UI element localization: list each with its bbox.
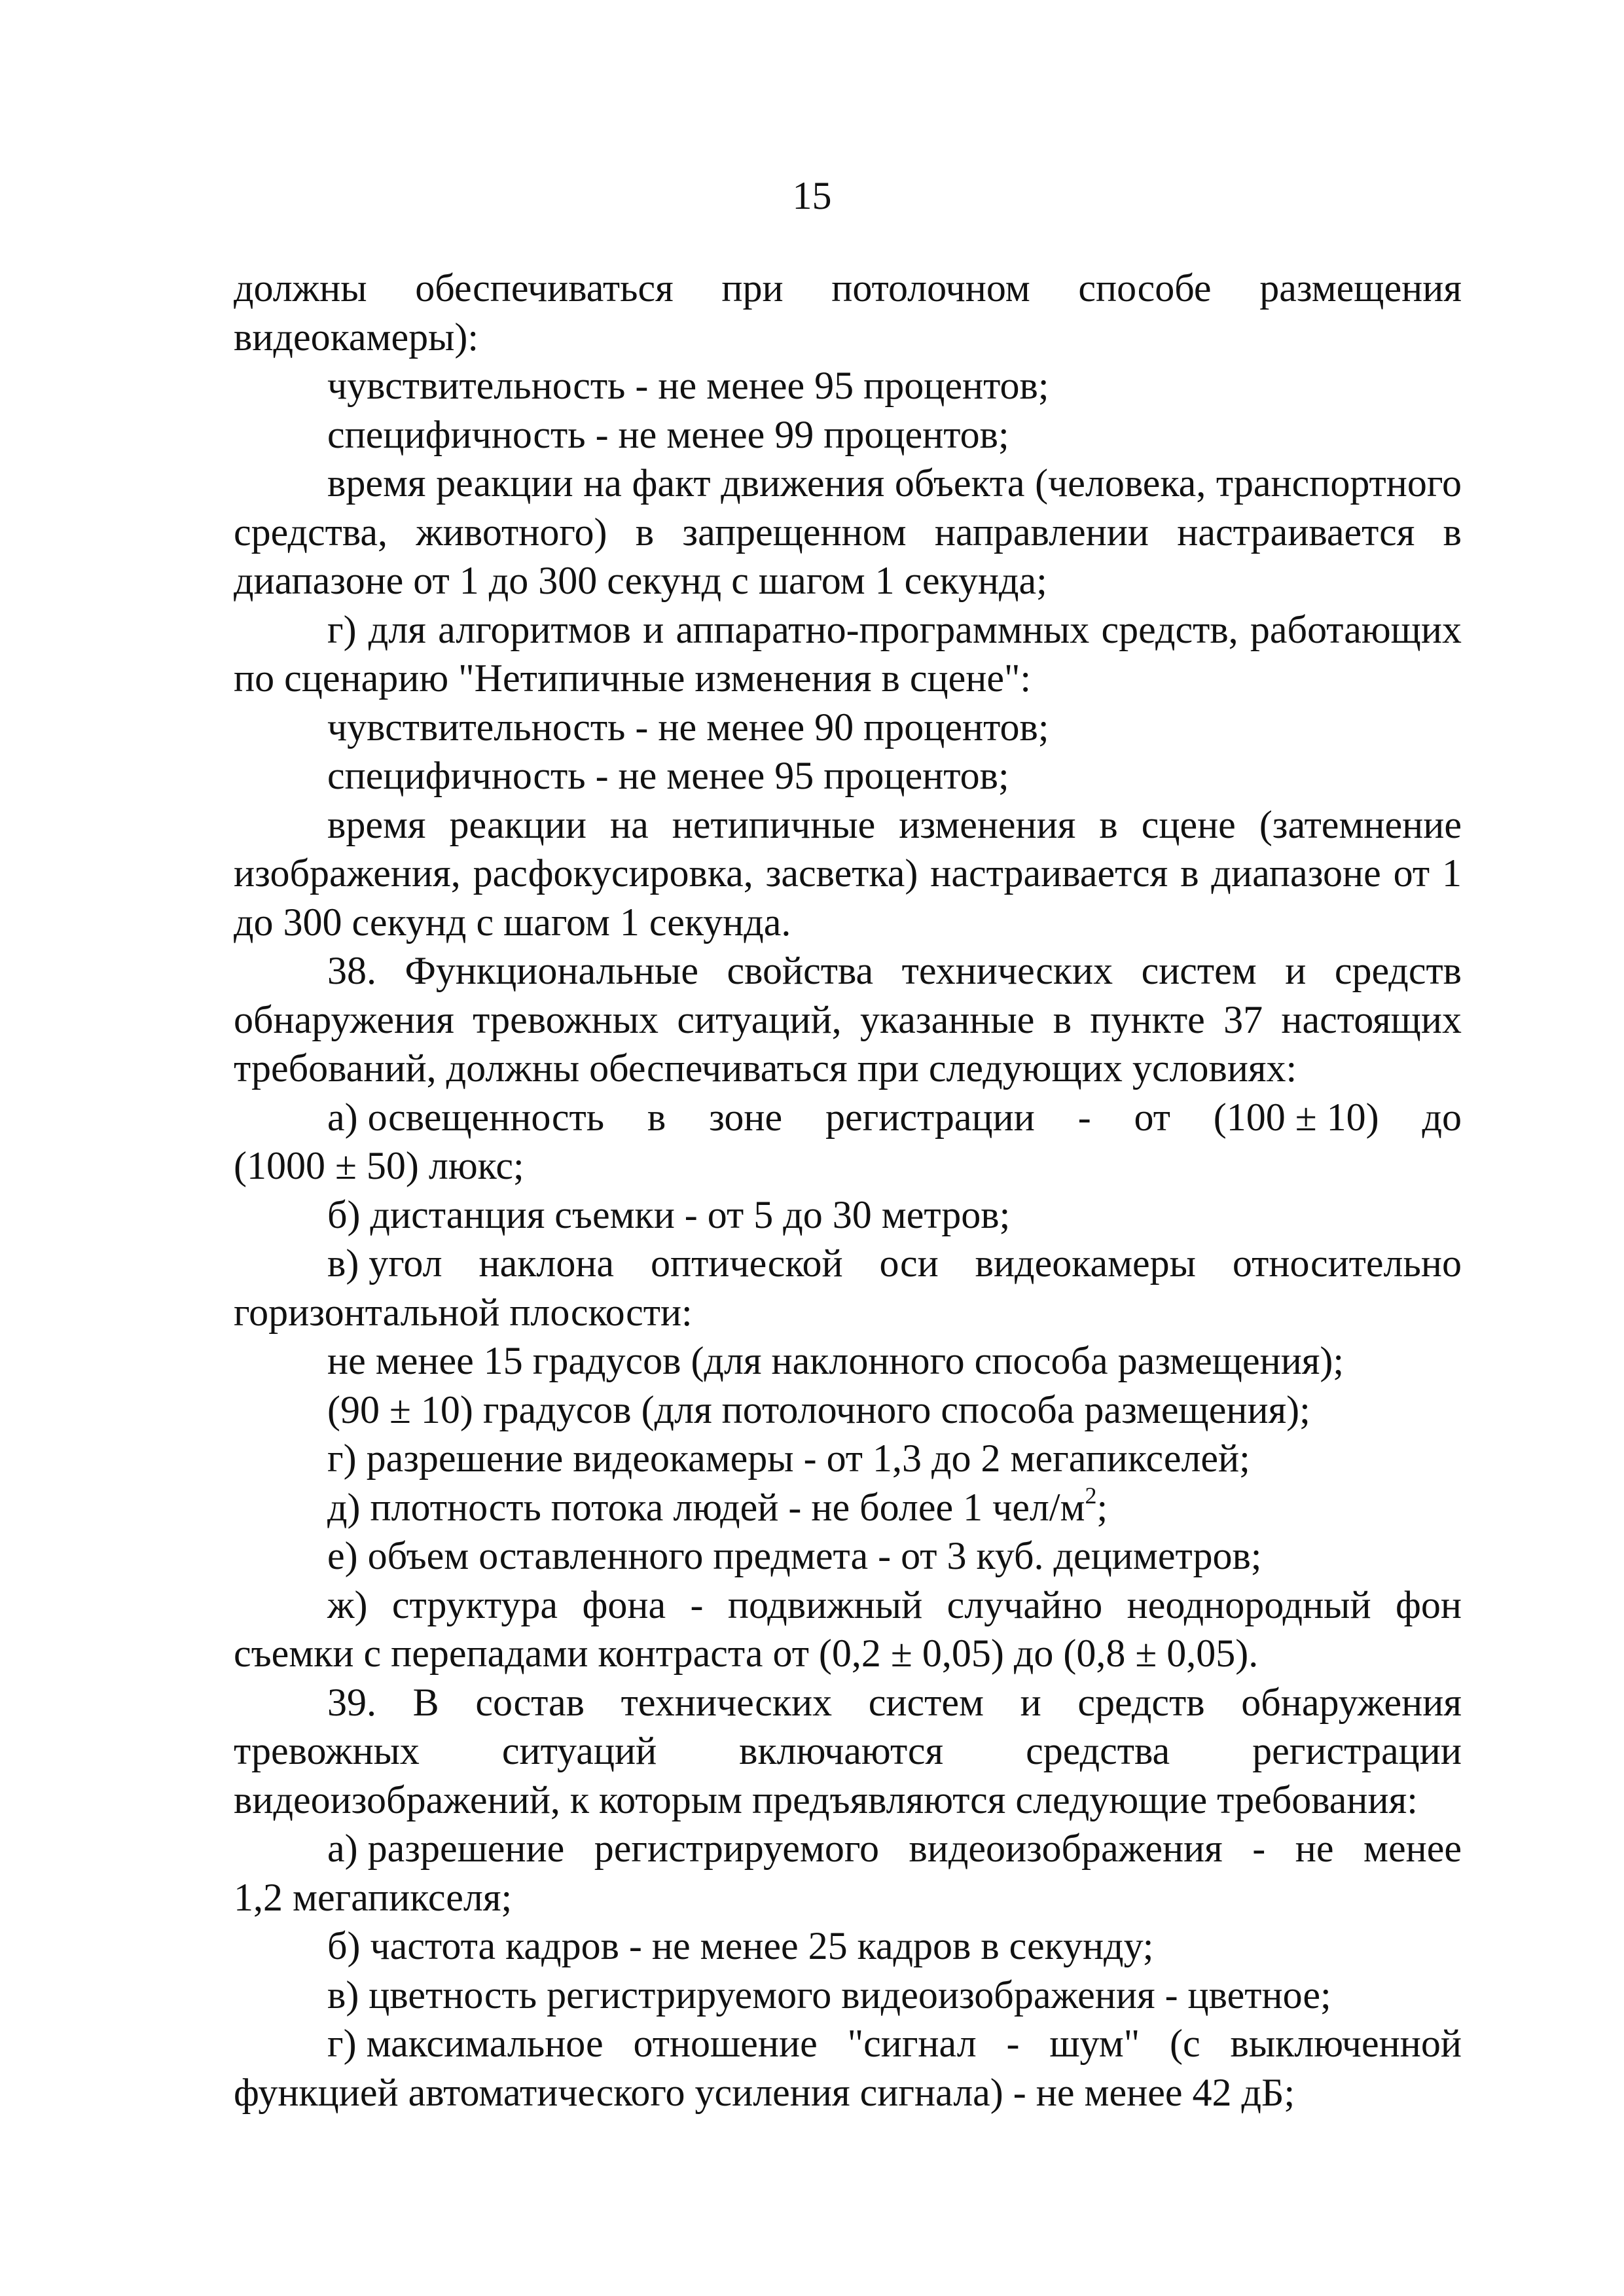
text-line: горизонтальной плоскости: — [234, 1290, 693, 1334]
word: относительно — [1232, 1242, 1462, 1285]
word: оптической — [650, 1242, 843, 1285]
item-a39-resolution — [234, 1824, 1462, 1922]
word: выключенной — [1230, 2022, 1462, 2065]
specificity-line: специфичность - не менее 99 процентов; — [327, 412, 1009, 456]
text-line: 1,2 мегапикселя; — [234, 1875, 513, 1919]
word: видеокамеры — [975, 1242, 1196, 1285]
text-line: (1000 ± 50) люкс; — [234, 1144, 524, 1187]
word: г) максимальное — [327, 2022, 604, 2065]
item-g-paragraph: г) для алгоритмов и аппаратно-программных средств, работающих по сценарию "Нетипичные изменения в сцене": — [234, 607, 1462, 700]
section-38-paragraph: 38. Функциональные свойства технических систем и средств обнаружения тревожных ситуаций, указанные в пункте 37 настоящих требований, должны обеспечиваться при следующих условиях: — [234, 949, 1462, 1090]
justified-line — [234, 1824, 1462, 1873]
word: зоне — [709, 1095, 783, 1139]
word: при — [721, 266, 784, 310]
sensitivity-line: чувствительность - не менее 95 процентов; — [327, 364, 1049, 407]
angle-ceiling: (90 ± 10) градусов (для потолочного способа размещения); — [327, 1388, 1310, 1431]
justified-line — [234, 1239, 1462, 1288]
word: размещения — [1259, 266, 1462, 310]
sensitivity-line: чувствительность - не менее 90 процентов; — [327, 705, 1049, 749]
word: - — [1252, 1827, 1266, 1870]
item-b-distance: б) дистанция съемки - от 5 до 30 метров; — [327, 1193, 1011, 1236]
word: в — [647, 1095, 666, 1139]
density-end: ; — [1096, 1485, 1108, 1529]
word: не — [1295, 1827, 1334, 1870]
word: шум" — [1049, 2022, 1140, 2065]
item-e-volume: е) объем оставленного предмета - от 3 куб. дециметров; — [327, 1534, 1262, 1577]
word: отношение — [633, 2022, 818, 2065]
item-d-density — [234, 1483, 1462, 1532]
density-text: д) плотность потока людей - не более 1 чел/м — [327, 1485, 1085, 1529]
item-g-resolution: г) разрешение видеокамеры - от 1,3 до 2 мегапикселей; — [327, 1437, 1250, 1480]
superscript: 2 — [1085, 1482, 1097, 1509]
word: (100 ± 10) — [1213, 1095, 1379, 1139]
word: должны — [234, 266, 367, 310]
word: оси — [879, 1242, 939, 1285]
reaction-time-paragraph: время реакции на факт движения объекта (человека, транспортного средства, животного) в запрещенном направлении настраивается в диапазоне от 1 до 300 секунд с шагом 1 секунда; — [234, 461, 1462, 602]
word: менее — [1363, 1827, 1462, 1870]
justified-line — [234, 264, 1462, 313]
reaction-time-paragraph: время реакции на нетипичные изменения в сцене (затемнение изображения, расфокусировка, засветка) настраивается в диапазоне от 1 до 300 секунд с шагом 1 секунда. — [234, 802, 1462, 944]
paragraph-continuation — [234, 264, 1462, 361]
item-b39-framerate: б) частота кадров - не менее 25 кадров в секунду; — [327, 1924, 1154, 1967]
word: обеспечиваться — [415, 266, 674, 310]
word: в) угол — [327, 1242, 442, 1285]
word: - — [1077, 1095, 1091, 1139]
angle-inclined: не менее 15 градусов (для наклонного способа размещения); — [327, 1339, 1344, 1382]
word: до — [1422, 1095, 1462, 1139]
word: - — [1006, 2022, 1020, 2065]
word: наклона — [478, 1242, 615, 1285]
page-number: 15 — [792, 174, 832, 217]
word: регистрации — [825, 1095, 1035, 1139]
document-body — [234, 264, 1462, 2117]
item-g39-signal-noise — [234, 2019, 1462, 2117]
justified-line — [234, 2019, 1462, 2068]
item-v39-color: в) цветность регистрируемого видеоизображения - цветное; — [327, 1973, 1331, 2017]
word: видеоизображения — [909, 1827, 1223, 1870]
word: "сигнал — [847, 2022, 977, 2065]
item-a-illumination — [234, 1093, 1462, 1191]
justified-line — [234, 1093, 1462, 1142]
word: (с — [1170, 2022, 1200, 2065]
text-line: функцией автоматического усиления сигнала) - не менее 42 дБ; — [234, 2070, 1295, 2114]
text-line: видеокамеры): — [234, 315, 479, 359]
word: а) разрешение — [327, 1827, 565, 1870]
word: способе — [1078, 266, 1212, 310]
word: регистрируемого — [594, 1827, 879, 1870]
word: а) освещенность — [327, 1095, 605, 1139]
word: от — [1134, 1095, 1170, 1139]
specificity-line: специфичность - не менее 95 процентов; — [327, 754, 1009, 797]
item-v-angle — [234, 1239, 1462, 1336]
item-zh-background: ж) структура фона - подвижный случайно неоднородный фон съемки с перепадами контраста от (0,2 ± 0,05) до (0,8 ± 0,05). — [234, 1583, 1462, 1675]
section-39-paragraph: 39. В состав технических систем и средств обнаружения тревожных ситуаций включаются средства регистрации видеоизображений, к которым предъявляются следующие требования: — [234, 1680, 1462, 1821]
word: потолочном — [831, 266, 1030, 310]
